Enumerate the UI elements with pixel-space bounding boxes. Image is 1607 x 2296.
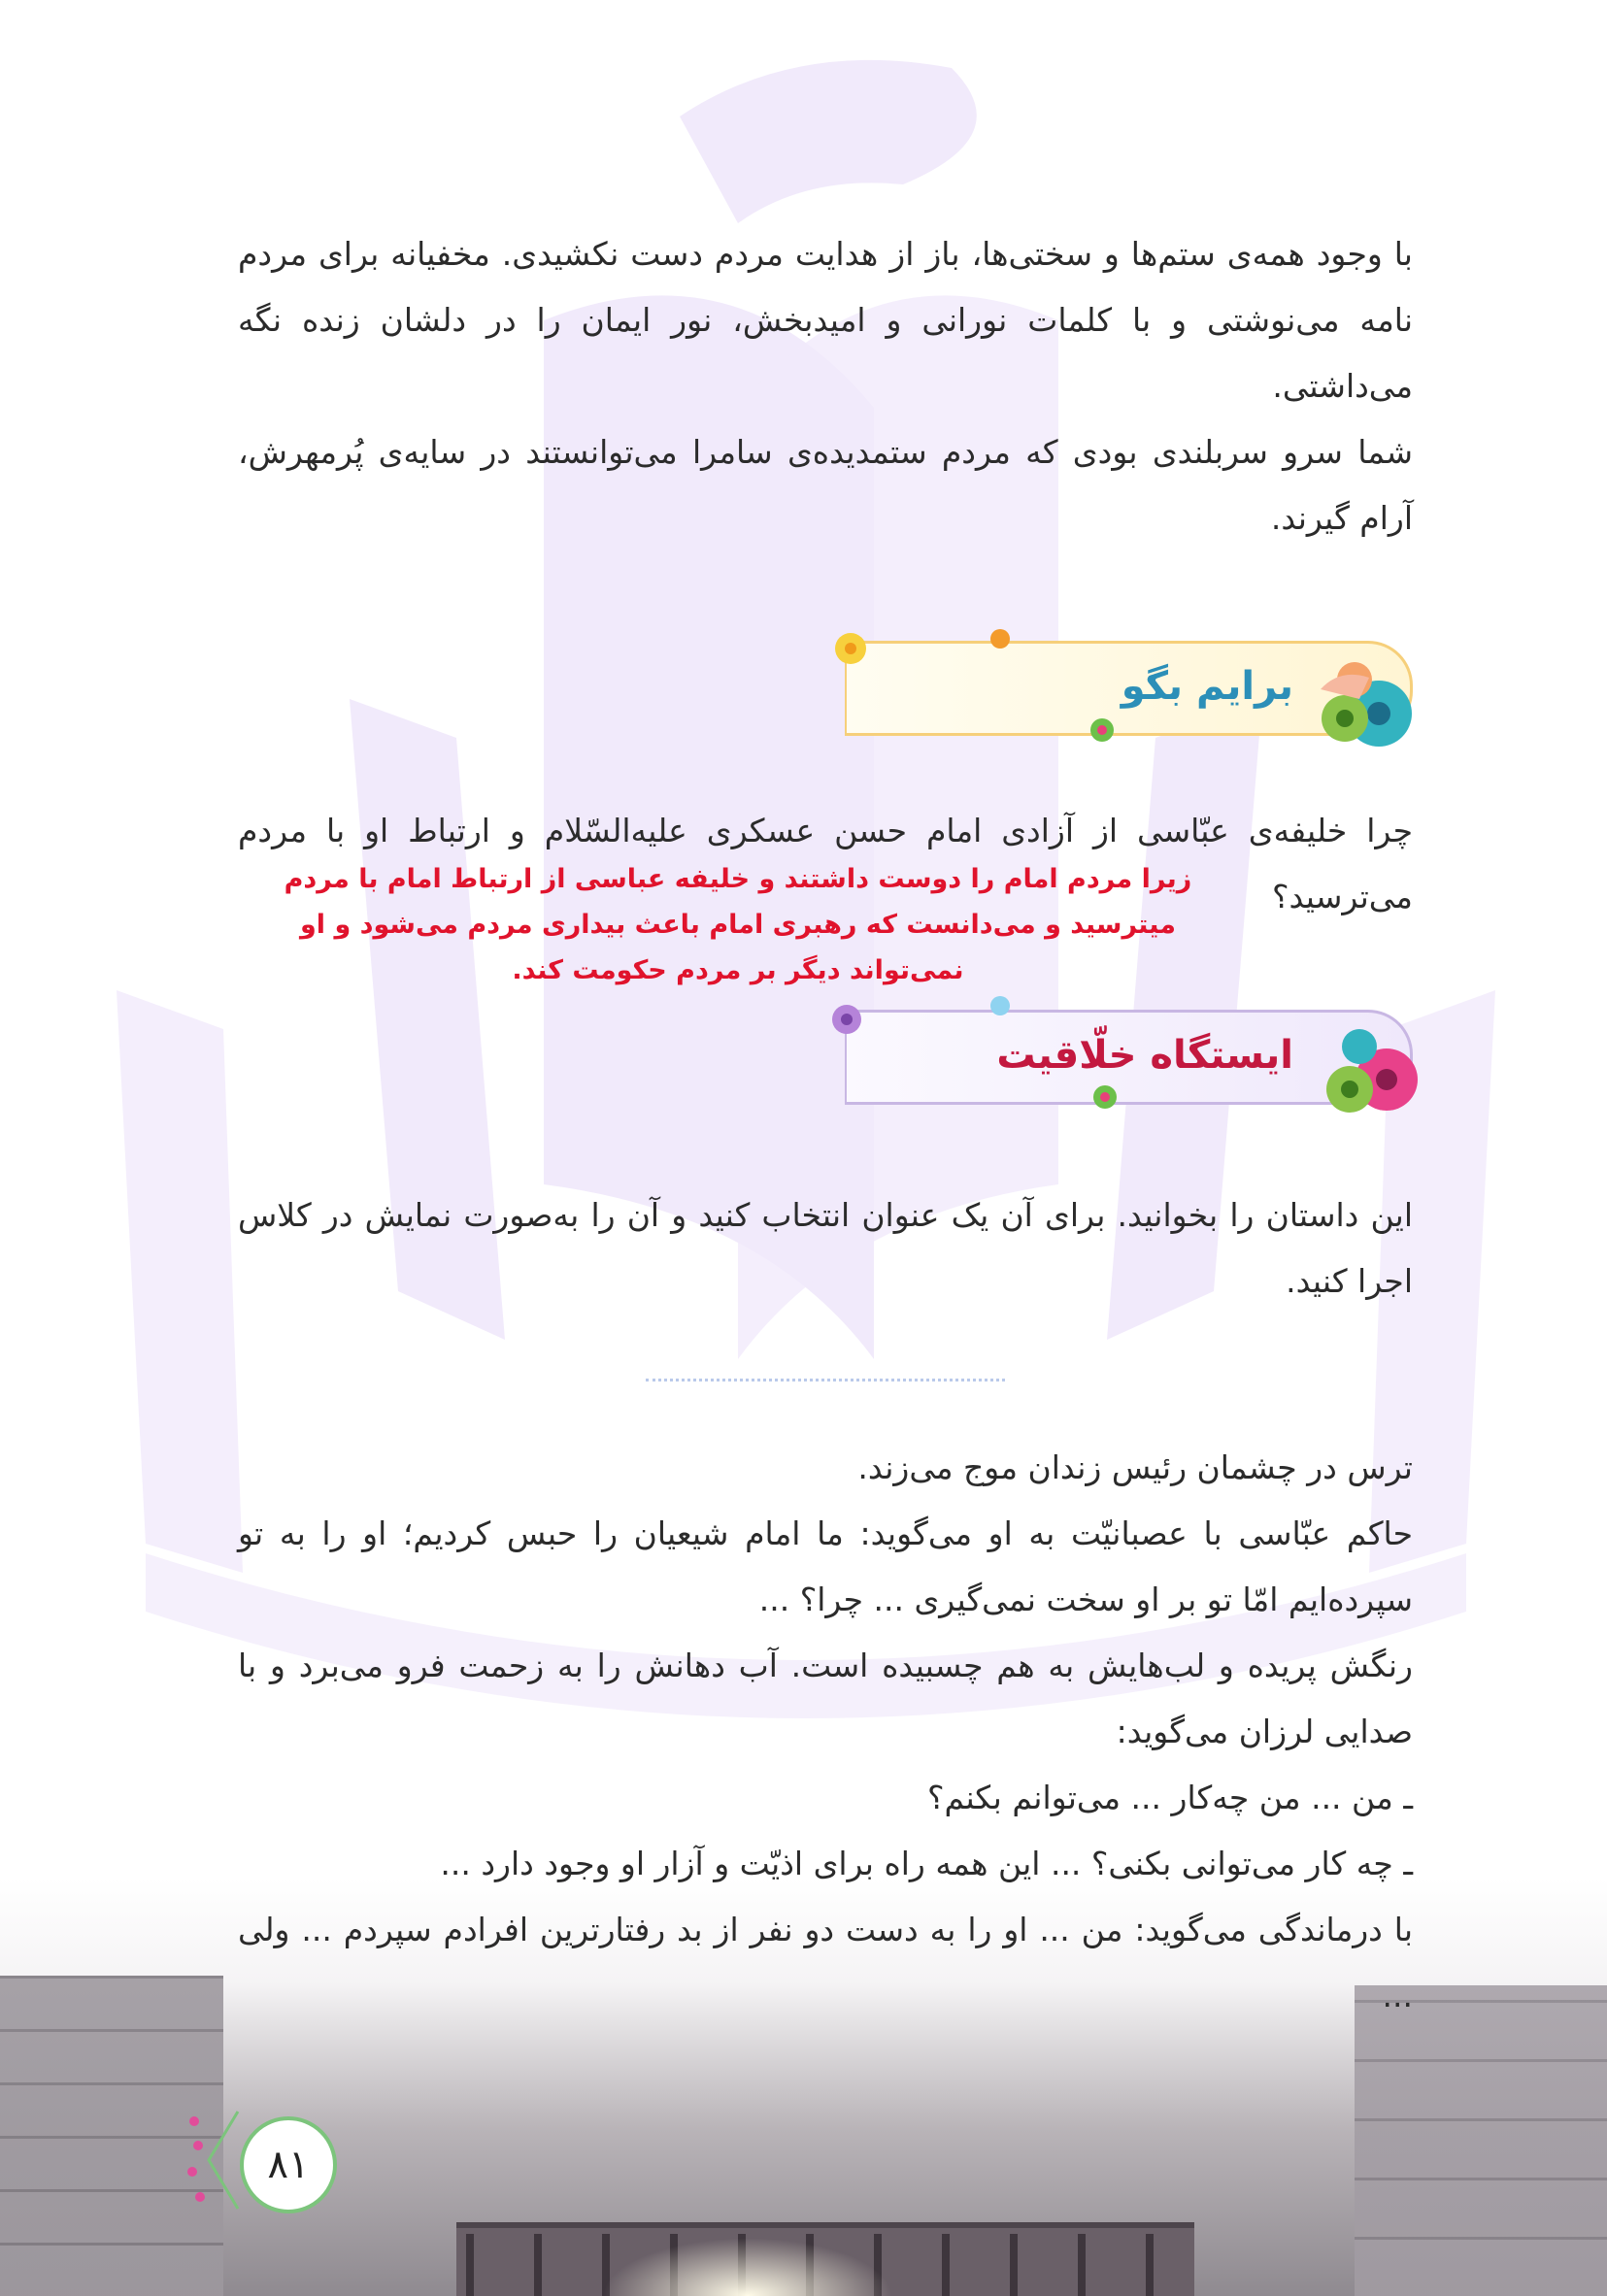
- story-line: حاکم عبّاسی با عصبانیّت به او می‌گوید: ما امام شیعیان را حبس کردیم؛ او را به تو سپرده‌ایم امّا تو بر او سخت نمی‌گیری ... چرا؟ ...: [238, 1514, 1413, 1618]
- story-line: ـ چه کار می‌توانی بکنی؟ ... این همه راه برای اذیّت و آزار او وجود دارد ...: [440, 1845, 1413, 1882]
- story-line: رنگش پریده و لب‌هایش به هم چسبیده است. آب دهانش را به زحمت فرو می‌برد و با صدایی لرزان می‌گوید:: [238, 1647, 1413, 1750]
- page-number: ۸۱: [240, 2116, 337, 2213]
- story-line: ـ من ... من چه‌کار ... می‌توانم بکنم؟: [927, 1779, 1413, 1816]
- flower-icon: [835, 629, 1412, 747]
- creativity-instruction-text: این داستان را بخوانید. برای آن یک عنوان انتخاب کنید و آن را به‌صورت نمایش در کلاس اجرا کنید.: [238, 1196, 1413, 1300]
- flower-decoration-say: [816, 621, 1447, 767]
- say-section-title: برایم بگو: [1121, 664, 1293, 709]
- story-line: ترس در چشمان رئیس زندان موج می‌زند.: [857, 1448, 1413, 1486]
- flower-decoration-create: [816, 990, 1447, 1136]
- story-line: با درماندگی می‌گوید: من ... او را به دست دو نفر از بد رفتارترین افرادم سپردم ... ولی ...: [238, 1911, 1413, 2014]
- story-text: [238, 1435, 1413, 2029]
- handwritten-answer: زیرا مردم امام را دوست داشتند و خلیفه عباسی از ارتباط امام با مردم میترسید و می‌دانست که رهبری امام باعث بیداری مردم می‌شود و او نمی‌تواند دیگر بر مردم حکومت کند.: [284, 864, 1192, 985]
- intro-paragraph-2: شما سرو سربلندی بودی که مردم ستمدیده‌ی سامرا می‌توانستند در سایه‌ی پُرمهرش، آرام گیرند.: [238, 433, 1413, 537]
- creativity-instruction: [238, 1182, 1413, 1314]
- say-question-text: چرا خلیفه‌ی عبّاسی از آزادی امام حسن عسکری علیه‌السّلام و ارتباط او با مردم می‌ترسید؟: [238, 812, 1413, 915]
- creativity-section-title: ایستگاه خلّاقیت: [996, 1033, 1293, 1078]
- intro-text: [238, 221, 1413, 551]
- intro-paragraph-1: با وجود همه‌ی ستم‌ها و سختی‌ها، باز از هدایت مردم دست نکشیدی. مخفیانه برای مردم نامه می‌نوشتی و با کلمات نورانی و امیدبخش، نور ایمان را در دلشان زنده نگه می‌داشتی.: [238, 235, 1413, 405]
- dotted-divider: [646, 1379, 1005, 1381]
- flower-icon: [832, 996, 1418, 1113]
